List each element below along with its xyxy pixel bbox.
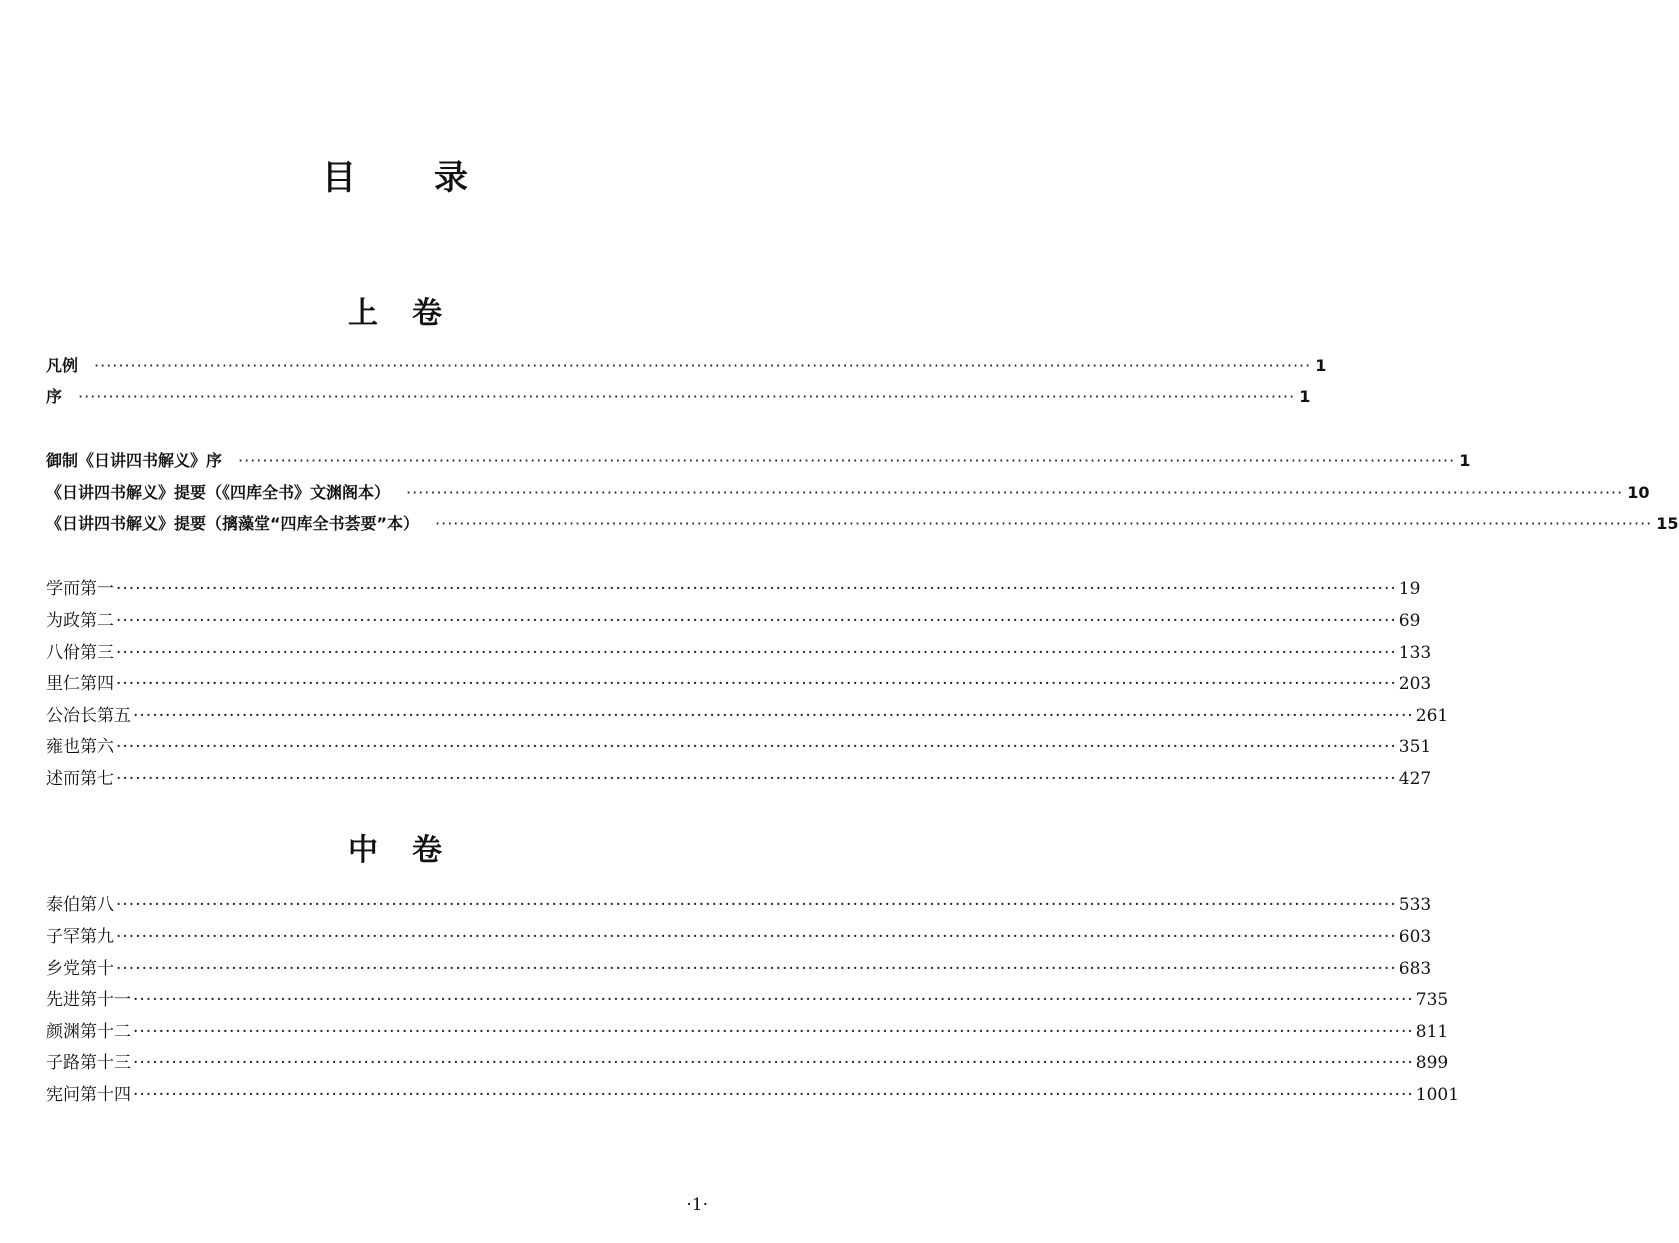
leader-dots: ········································································································································································································ (406, 483, 1624, 502)
leader-dots: ········································································································································································································ (116, 927, 1397, 947)
toc-label: 子罕第九 (46, 927, 114, 947)
toc-label: 《日讲四书解义》提要（摛藻堂“四库全书荟要”本） (46, 514, 420, 533)
toc-row[interactable] (46, 922, 1432, 948)
toc-row[interactable] (46, 954, 1432, 980)
toc-row[interactable] (46, 638, 1432, 664)
toc-label: 泰伯第八 (46, 895, 114, 915)
title-char-left: 目 (322, 158, 356, 198)
toc-row[interactable] (46, 1048, 1449, 1074)
toc-row[interactable] (46, 985, 1449, 1011)
toc-page-number: 10 (1627, 483, 1650, 502)
leader-dots: ········································································································································································································ (133, 1085, 1414, 1105)
leader-dots: ········································································································································································································ (133, 1022, 1414, 1042)
toc-page-number: 69 (1398, 611, 1421, 631)
toc-row[interactable] (46, 890, 1432, 916)
leader-dots: ········································································································································································································ (133, 706, 1414, 726)
toc-page-number: 1001 (1415, 1085, 1460, 1105)
leader-dots: ········································································································································································································ (116, 611, 1397, 631)
footer-page-number: ·1· (686, 1195, 708, 1215)
toc-page-number: 1 (1315, 356, 1327, 375)
toc-page-number: 15 (1656, 514, 1679, 533)
toc-label: 宪问第十四 (46, 1085, 131, 1105)
toc-label: 八佾第三 (46, 643, 114, 663)
leader-dots: ········································································································································································································ (78, 387, 1296, 406)
toc-row[interactable] (46, 669, 1432, 695)
leader-dots: ········································································································································································································ (116, 643, 1397, 663)
leader-dots: ········································································································································································································ (116, 737, 1397, 757)
toc-row[interactable] (46, 511, 1679, 537)
title-char-right: 录 (434, 158, 468, 198)
leader-dots: ········································································································································································································ (238, 451, 1456, 470)
section-heading-upper (0, 288, 790, 332)
section-heading-middle (0, 825, 790, 869)
section-heading-left: 上 (348, 296, 378, 331)
leader-dots: ········································································································································································································ (116, 959, 1397, 979)
toc-row[interactable] (46, 448, 1471, 474)
toc-label: 颜渊第十二 (46, 1022, 131, 1042)
toc-label: 为政第二 (46, 611, 114, 631)
leader-dots: ········································································································································································································ (133, 1053, 1414, 1073)
toc-page-number: 735 (1415, 990, 1449, 1010)
toc-label: 御制《日讲四书解义》序 (46, 451, 223, 470)
toc-row[interactable] (46, 764, 1432, 790)
toc-row[interactable] (46, 732, 1432, 758)
toc-label: 序 (46, 387, 63, 406)
toc-page-number: 203 (1398, 674, 1432, 694)
toc-row[interactable] (46, 1017, 1449, 1043)
toc-page-number: 811 (1415, 1022, 1449, 1042)
toc-label: 里仁第四 (46, 674, 114, 694)
leader-dots: ········································································································································································································ (116, 895, 1397, 915)
toc-row[interactable] (46, 1080, 1460, 1106)
toc-page-number: 1 (1459, 451, 1471, 470)
toc-row[interactable] (46, 574, 1421, 600)
toc-label: 雍也第六 (46, 737, 114, 757)
toc-row[interactable] (46, 701, 1449, 727)
toc-page-number: 533 (1398, 895, 1432, 915)
toc-page-number: 899 (1415, 1053, 1449, 1073)
leader-dots: ········································································································································································································ (94, 356, 1312, 375)
toc-label: 学而第一 (46, 579, 114, 599)
toc-page-number: 683 (1398, 959, 1432, 979)
toc-label: 述而第七 (46, 769, 114, 789)
toc-page-number: 19 (1398, 579, 1421, 599)
section-heading-right: 卷 (412, 833, 442, 868)
toc-page-number: 1 (1299, 387, 1311, 406)
toc-label: 公冶长第五 (46, 706, 131, 726)
leader-dots: ········································································································································································································ (133, 990, 1414, 1010)
toc-row[interactable] (46, 480, 1650, 506)
toc-page-number: 351 (1398, 737, 1432, 757)
toc-label: 乡党第十 (46, 959, 114, 979)
toc-page-number: 261 (1415, 706, 1449, 726)
toc-page-number: 427 (1398, 769, 1432, 789)
leader-dots: ········································································································································································································ (116, 769, 1397, 789)
toc-row[interactable] (46, 606, 1421, 632)
toc-label: 先进第十一 (46, 990, 131, 1010)
leader-dots: ········································································································································································································ (435, 514, 1653, 533)
toc-page-number: 603 (1398, 927, 1432, 947)
toc-row[interactable] (46, 353, 1327, 379)
leader-dots: ········································································································································································································ (116, 579, 1397, 599)
toc-page-number: 133 (1398, 643, 1432, 663)
section-heading-right: 卷 (412, 296, 442, 331)
section-heading-left: 中 (348, 833, 378, 868)
toc-row[interactable] (46, 384, 1311, 410)
leader-dots: ········································································································································································································ (116, 674, 1397, 694)
toc-label: 子路第十三 (46, 1053, 131, 1073)
page-title (0, 150, 790, 199)
toc-label: 《日讲四书解义》提要（《四库全书》文渊阁本） (46, 483, 391, 502)
toc-label: 凡例 (46, 356, 79, 375)
